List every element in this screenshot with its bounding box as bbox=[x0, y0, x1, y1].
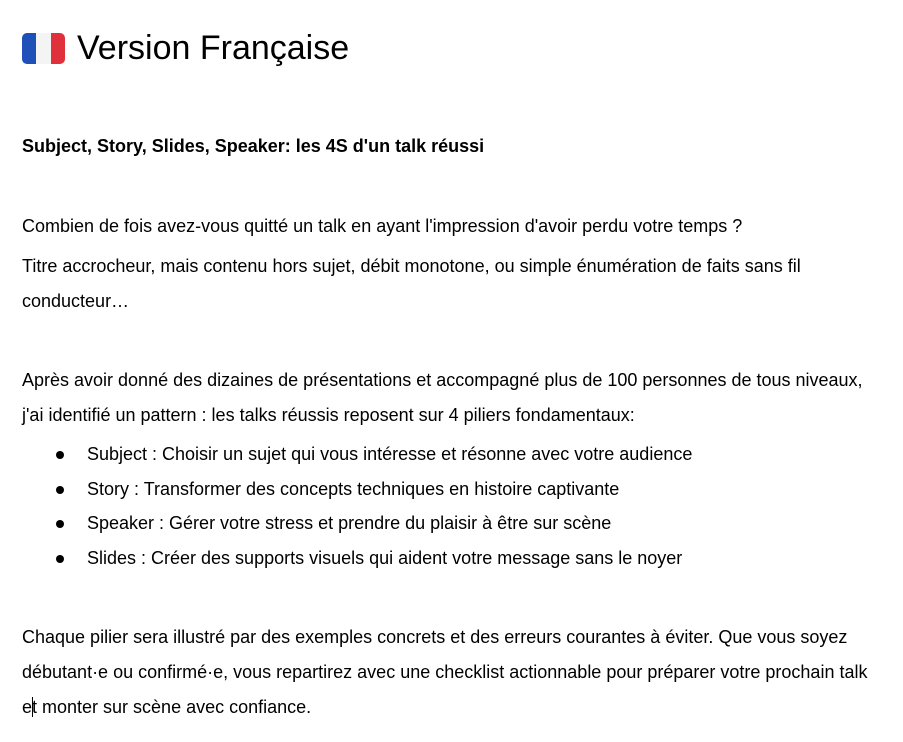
list-item-text: Subject : Choisir un sujet qui vous intéresse et résonne avec votre audience bbox=[87, 444, 693, 464]
list-item bbox=[22, 541, 692, 576]
page-title-text: Version Française bbox=[77, 29, 350, 67]
list-item-text: Story : Transformer des concepts techniques en histoire captivante bbox=[87, 478, 620, 499]
pillars-list bbox=[22, 437, 692, 575]
paragraph-intro-question: Combien de fois avez-vous quitté un talk en ayant l'impression d'avoir perdu votre temps ? bbox=[22, 216, 743, 236]
paragraph-intro-problems: Titre accrocheur, mais contenu hors sujet, débit monotone, ou simple énumération de faits sans fil conducteur… bbox=[22, 256, 801, 311]
page-title bbox=[22, 26, 349, 70]
list-item bbox=[22, 506, 692, 541]
bullet-icon bbox=[56, 555, 64, 563]
bullet-icon bbox=[56, 451, 64, 459]
bullet-icon bbox=[56, 520, 64, 528]
list-item bbox=[22, 437, 692, 472]
paragraph-conclusion-text-start: Chaque pilier sera illustré par des exemples concrets et des erreurs courantes à éviter. Que vous soyez débutant·e ou confirmé·e, vous repartirez avec une checklist actionnable pour préparer votre prochain talk e bbox=[22, 627, 868, 717]
paragraph-conclusion-text-end: t monter sur scène avec confiance. bbox=[32, 697, 312, 717]
bullet-icon bbox=[56, 486, 64, 494]
paragraph-conclusion bbox=[22, 620, 882, 725]
talk-title: Subject, Story, Slides, Speaker: les 4S d'un talk réussi bbox=[22, 136, 485, 156]
french-flag-icon bbox=[22, 33, 65, 64]
list-item-text: Slides : Créer des supports visuels qui aident votre message sans le noyer bbox=[87, 547, 683, 568]
list-item bbox=[22, 472, 692, 507]
list-item-text: Speaker : Gérer votre stress et prendre du plaisir à être sur scène bbox=[87, 513, 612, 533]
paragraph-pillars-intro: Après avoir donné des dizaines de présentations et accompagné plus de 100 personnes de tous niveaux, j'ai identifié un pattern : les talks réussis reposent sur 4 piliers fondamentaux: bbox=[22, 370, 863, 425]
